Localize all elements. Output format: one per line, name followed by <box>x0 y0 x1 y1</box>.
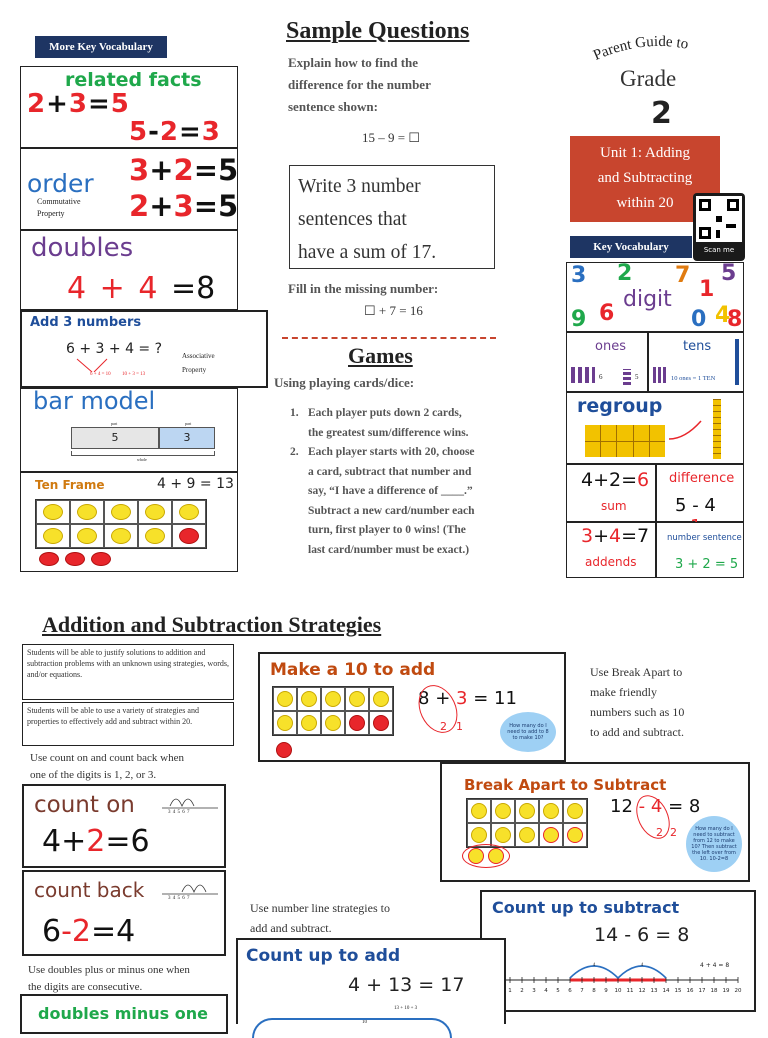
extra-counter <box>65 552 85 566</box>
difference-card <box>656 464 744 522</box>
count-on-nl-labels: 3 4 5 6 7 <box>168 810 190 815</box>
doubles-eq: 4 + 4 =8 <box>67 271 216 306</box>
add3-label: Add 3 numbers <box>30 315 142 330</box>
number-sentence-card <box>656 522 744 578</box>
ten-frame-eq: 4 + 9 = 13 <box>157 476 234 492</box>
break-apart-split-b: 2 <box>670 826 677 839</box>
tens-label: tens <box>683 339 712 354</box>
tens-note: 10 ones = 1 TEN <box>671 375 716 382</box>
add3-eq: 6 + 3 + 4 = ? <box>66 341 163 357</box>
regroup-blocks <box>585 425 665 457</box>
make10-label: Make a 10 to add <box>270 660 436 680</box>
doubles-card <box>20 230 238 310</box>
related-facts-eq2: 5-2=3 <box>129 117 221 147</box>
ten-frame-card <box>20 472 238 572</box>
make10-extra-counter <box>276 742 292 758</box>
count-up-add-label: Count up to add <box>246 946 401 966</box>
svg-text:Parent Guide to <box>591 34 690 64</box>
nl-text: Use number line strategies to add and subtract. <box>250 901 390 935</box>
sample-q1: Explain how to find the difference for the number sentence shown: <box>288 55 431 114</box>
fill-label: Fill in the missing number: <box>288 281 439 296</box>
count-up-sub-numberline <box>492 952 746 1000</box>
nl-tick-label: 7 <box>580 988 584 994</box>
regroup-label: regroup <box>577 395 663 417</box>
count-up-sub-card <box>480 890 756 1012</box>
regroup-card <box>566 392 744 464</box>
order-eq1: 3+2=5 <box>129 153 239 187</box>
ten-frame-grid <box>35 499 207 549</box>
sum-label: sum <box>601 499 627 513</box>
ten-frame-label: Ten Frame <box>35 478 105 492</box>
break-apart-frame <box>466 798 588 848</box>
bar-model-card <box>20 388 238 472</box>
count-back-eq: 6-2=4 <box>42 914 136 949</box>
bar-part-label-b: part <box>185 421 192 426</box>
count-up-add-card <box>236 938 506 1024</box>
add3-sub1: Associative <box>182 352 215 360</box>
count-back-label: count back <box>34 878 145 902</box>
count-up-sub-label: Count up to subtract <box>492 898 680 917</box>
nl-tick-label: 1 <box>508 988 512 994</box>
count-on-card <box>22 784 226 868</box>
nl-tick-label: 15 <box>674 988 682 994</box>
bar-part-label-a: part <box>111 421 118 426</box>
standard-2: Students will be able to use a variety of strategies and properties to effectively add and subtract within 20. <box>22 702 234 746</box>
unit-box: Unit 1: Adding and Subtracting within 20 <box>570 136 720 222</box>
sum-eq: 4+2=6 <box>581 469 650 491</box>
nl-tick-label: 12 <box>638 988 646 994</box>
bar-whole-label: whole <box>137 457 147 462</box>
addends-label: addends <box>585 555 637 569</box>
tens-card <box>648 332 744 392</box>
digit-word: digit <box>623 287 672 312</box>
games-list: 1. Each player puts down 2 cards, the greatest sum/difference wins. 2. Each player starts with 20, choose a card, subtract that number and say, “I have a difference of ____.” Subtract a new card/number each turn, first player to 0 wins! (The last card/number must be exact.) <box>290 407 475 556</box>
nl-tick-label: 17 <box>698 988 706 994</box>
tens-blocks <box>653 367 667 383</box>
nl-tick-label: 18 <box>710 988 718 994</box>
games-intro: Using playing cards/dice: <box>274 375 415 390</box>
nl-tick-label: 2 <box>520 988 524 994</box>
related-facts-card <box>20 66 238 148</box>
break-text: Use Break Apart to make friendly numbers such as 10 to add and subtract. <box>590 665 685 739</box>
sum-card <box>566 464 656 522</box>
make10-frame <box>272 686 394 736</box>
add3-mini2: 10 + 3 = 13 <box>122 372 146 377</box>
count-on-eq: 4+2=6 <box>42 824 150 859</box>
ones-label: ones <box>595 339 626 354</box>
nl-tick-label: 4 <box>544 988 548 994</box>
more-vocab-tag: More Key Vocabulary <box>35 36 167 58</box>
ones-blocks-2 <box>623 369 631 385</box>
difference-label: difference <box>669 471 735 486</box>
bar-part-b: 3 <box>159 427 215 449</box>
add3-card <box>20 310 268 388</box>
ten-rod <box>735 339 739 385</box>
sample-box <box>289 165 495 269</box>
qr-caption: Scan me <box>703 246 735 254</box>
order-sub1: Commutative <box>37 197 81 206</box>
ones-blocks <box>571 367 595 383</box>
order-card <box>20 148 238 230</box>
sample-title: Sample Questions <box>286 18 470 44</box>
count-back-card <box>22 870 226 956</box>
nl-tick-label: 10 <box>614 988 622 994</box>
nl-tick-label: 16 <box>686 988 694 994</box>
ones-card <box>566 332 648 392</box>
count-up-sub-eq: 14 - 6 = 8 <box>594 924 690 946</box>
make10-split-b: 1 <box>456 720 463 733</box>
count-on-label: count on <box>34 792 135 818</box>
sample-box-text: Write 3 number sentences that have a sum of 17. <box>298 176 437 263</box>
make10-bubble: How many do I need to add to 8 to make 10? <box>500 712 556 752</box>
grade-num: 2 <box>651 96 672 131</box>
addends-eq: 3+4=7 <box>581 525 650 547</box>
break-apart-bubble: How many do I need to subtract from 12 to make 10? Then subtract the left over from 10. 10-2=8 <box>686 816 742 872</box>
nl-tick-label: 20 <box>734 988 742 994</box>
count-up-add-eq: 4 + 13 = 17 <box>348 974 465 996</box>
break-apart-split-a: 2 <box>656 826 663 839</box>
add3-mini: 6 + 4 = 10 <box>90 372 111 377</box>
extra-counter <box>91 552 111 566</box>
nl-tick-label: 11 <box>626 988 634 994</box>
add3-sub2: Property <box>182 366 207 374</box>
count-up-add-note: 13 + 10 + 3 <box>394 1006 418 1011</box>
break-apart-eq: 12 - 4 = 8 <box>610 796 701 817</box>
break-apart-label: Break Apart to Subtract <box>464 776 667 794</box>
order-sub2: Property <box>37 209 65 218</box>
addends-card <box>566 522 656 578</box>
count-up-add-arc <box>252 1018 452 1038</box>
nl-tick-label: 6 <box>568 988 572 994</box>
doubles-minus-card <box>20 994 228 1034</box>
parent-guide-text: Parent Guide to <box>591 33 690 64</box>
bar-model-label: bar model <box>33 387 156 415</box>
make10-split-a: 2 <box>440 720 447 733</box>
bar-part-a: 5 <box>71 427 159 449</box>
order-label: order <box>27 169 94 198</box>
nl-tick-label: 13 <box>650 988 658 994</box>
strategies-title: Addition and Subtraction Strategies <box>42 612 382 637</box>
related-facts-eq1: 2+3=5 <box>27 89 130 119</box>
doubles-minus-label: doubles minus one <box>38 1004 208 1023</box>
bar-whole-bracket <box>71 451 215 456</box>
difference-eq: 5 - 4 <box>675 495 716 516</box>
fill-eq: ☐ + 7 = 16 <box>364 303 423 318</box>
qr-pattern <box>696 196 742 242</box>
order-eq2: 2+3=5 <box>129 189 239 223</box>
make10-card <box>258 652 566 762</box>
dashed-divider <box>282 337 496 339</box>
make10-eq: 8 + 3 = 11 <box>418 688 517 709</box>
crossed-oval <box>462 844 510 868</box>
doubles-label: doubles <box>31 233 134 263</box>
games-title: Games <box>348 343 413 368</box>
nl-tick-label: 8 <box>592 988 596 994</box>
nl-tick-label: 9 <box>604 988 608 994</box>
regroup-arrow <box>667 413 707 443</box>
doubles-text: Use doubles plus or minus one when the digits are consecutive. <box>28 964 190 993</box>
break-apart-card <box>440 762 750 882</box>
qr-code[interactable] <box>693 193 745 261</box>
digit-card: 3 2 7 1 5 9 6 0 4 8 digit <box>566 262 744 332</box>
nl-tick-label: 3 <box>532 988 536 994</box>
sample-q1-eq: 15 – 9 = ☐ <box>362 130 420 145</box>
ones-num: 6 <box>599 373 603 381</box>
ones-num-2: 5 <box>635 373 639 381</box>
related-facts-label: related facts <box>65 69 202 91</box>
nl-tick-label: 14 <box>662 988 670 994</box>
count-text: Use count on and count back when one of the digits is 1, 2, or 3. <box>30 752 184 781</box>
count-up-sub-note: 4 + 4 = 8 <box>700 962 730 969</box>
parent-guide-arc <box>584 28 734 68</box>
nl-hop-1-label: 4 <box>592 963 596 968</box>
regroup-rod <box>713 399 721 459</box>
grade-word: Grade <box>620 66 677 91</box>
extra-counter <box>39 552 59 566</box>
count-up-add-hop-label: 10 <box>362 1020 367 1025</box>
number-sentence-eq: 3 + 2 = 5 <box>675 557 739 572</box>
number-sentence-label: number sentence <box>667 533 742 543</box>
nl-tick-label: 19 <box>722 988 730 994</box>
count-back-nl-labels: 3 4 5 6 7 <box>168 896 190 901</box>
nl-tick-label: 5 <box>556 988 560 994</box>
key-vocab-tag: Key Vocabulary <box>570 236 692 258</box>
nl-hop-2-label: 4 <box>640 963 644 968</box>
standard-1: Students will be able to justify solutions to addition and subtraction problems with an unknown using strategies, words, and/or equations. <box>22 644 234 700</box>
